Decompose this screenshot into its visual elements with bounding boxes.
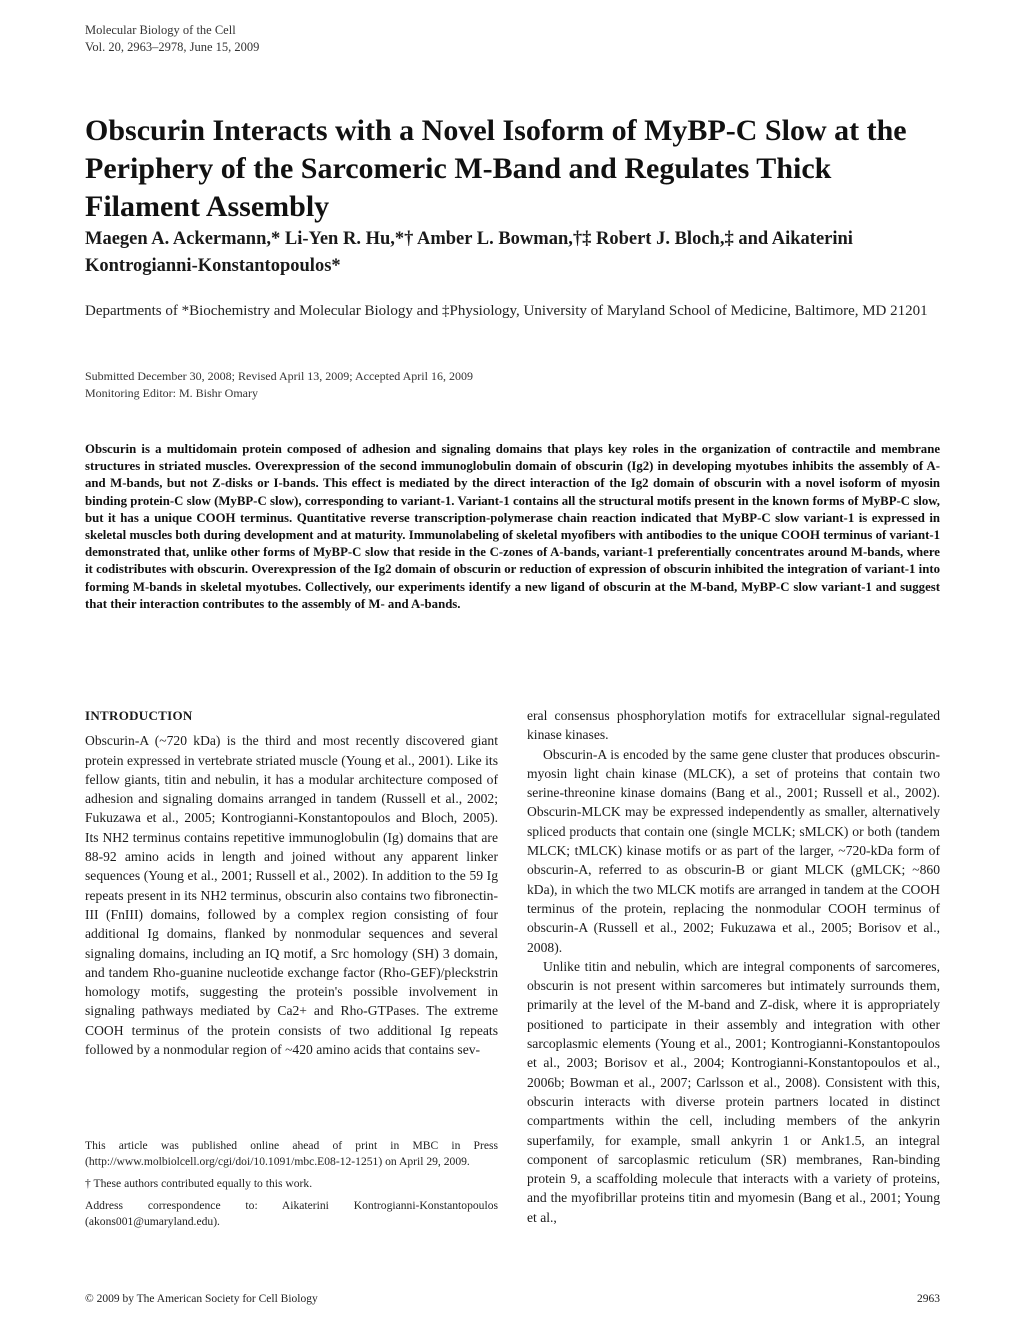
intro-paragraph-2: Obscurin-A is encoded by the same gene cluster that produces obscurin-myosin light chain kinase (MLCK), a set of proteins that contain two serine-threonine kinase domains (Bang et al., 2001; Russell et al., 2002). Obscurin-MLCK may be expressed independently as smaller, alternatively spliced products that contain one (single MCLK; sMLCK) or both (tandem MLCK; tMLCK) kinase motifs or as part of the larger, ~720-kDa form of obscurin-A, referred to as obscurin-B or giant MLCK (gMLCK; ~860 kDa), in which the two MLCK motifs are arranged in tandem at the COOH terminus of the protein, replacing the nonmodular COOH terminus of obscurin-A (Russell et al., 2002; Fukuzawa et al., 2005; Borisov et al., 2008). bbox=[527, 746, 940, 955]
monitoring-editor: Monitoring Editor: M. Bishr Omary bbox=[85, 386, 258, 400]
affiliation: Departments of *Biochemistry and Molecular Biology and ‡Physiology, University of Maryland School of Medicine, Baltimore, MD 21201 bbox=[85, 303, 928, 319]
author-list: Maegen A. Ackermann,* Li-Yen R. Hu,*† Amber L. Bowman,†‡ Robert J. Bloch,‡ and Aikaterini Kontrogianni-Konstantopoulos* bbox=[85, 229, 853, 276]
correspondence-note: Address correspondence to: Aikaterini Kontrogianni-Konstantopoulos (akons001@umaryland.edu). bbox=[85, 1199, 498, 1228]
article-title: Obscurin Interacts with a Novel Isoform of MyBP-C Slow at the Periphery of the Sarcomeric M-Band and Regulates Thick Filament Assembly bbox=[85, 114, 907, 223]
left-column bbox=[85, 706, 498, 1059]
journal-header bbox=[85, 22, 259, 56]
submission-info bbox=[85, 368, 945, 402]
page-number: 2963 bbox=[917, 1293, 940, 1305]
copyright: © 2009 by The American Society for Cell Biology bbox=[85, 1293, 318, 1305]
intro-paragraph-1: Obscurin-A (~720 kDa) is the third and most recently discovered giant protein expressed in vertebrate striated muscle (Young et al., 2001). Like its fellow giants, titin and nebulin, it has a modular architecture composed of adhesion and signaling domains arranged in tandem (Russell et al., 2002; Fukuzawa et al., 2005; Kontrogianni-Konstantopoulos and Bloch, 2005). Its NH2 terminus contains repetitive immunoglobulin (Ig) domains that are 88-92 amino acids in length and joined without any apparent linker sequences (Young et al., 2001; Russell et al., 2002). In addition to the 59 Ig repeats present in its NH2 terminus, obscurin also contains two fibronectin-III (FnIII) domains, followed by a complex region consisting of four additional Ig domains, flanked by nonmodular sequences and several signaling domains, including an IQ motif, a Src homology (SH) 3 domain, and tandem Rho-guanine nucleotide exchange factor (Rho-GEF)/pleckstrin homology motifs, suggesting the protein's possible involvement in signaling pathways mediated by Ca2+ and Rho-GTPases. The extreme COOH terminus of the protein consists of two additional Ig repeats followed by a nonmodular region of ~420 amino acids that contains sev- bbox=[85, 733, 498, 1058]
equal-contribution-note: † These authors contributed equally to this work. bbox=[85, 1177, 313, 1190]
section-heading: INTRODUCTION bbox=[85, 708, 193, 723]
intro-paragraph-cont: eral consensus phosphorylation motifs for extracellular signal-regulated kinase kinases. bbox=[527, 708, 940, 743]
abstract: Obscurin is a multidomain protein composed of adhesion and signaling domains that plays key roles in the organization of contractile and membrane structures in striated muscles. Overexpression of the second immunoglobulin domain of obscurin (Ig2) in developing myotubes inhibits the assembly of A- and M-bands, but not Z-disks or I-bands. This effect is mediated by the direct interaction of the Ig2 domain of obscurin with a novel isoform of myosin binding protein-C slow (MyBP-C slow), corresponding to variant-1. Variant-1 contains all the structural motifs present in the known forms of MyBP-C slow, but it has a unique COOH terminus. Quantitative reverse transcription-polymerase chain reaction indicated that MyBP-C slow variant-1 is expressed in skeletal muscles both during development and at maturity. Immunolabeling of skeletal myofibers with antibodies to the unique COOH terminus of variant-1 demonstrated that, unlike other forms of MyBP-C slow that reside in the C-zones of A-bands, variant-1 preferentially concentrates around M-bands, where it codistributes with obscurin. Overexpression of the Ig2 domain of obscurin or reduction of expression of obscurin inhibited the integration of variant-1 into forming M-bands in skeletal myotubes. Collectively, our experiments identify a new ligand of obscurin at the M-band, MyBP-C slow variant-1 and suggest that their interaction contributes to the assembly of M- and A-bands. bbox=[85, 442, 940, 611]
right-column bbox=[527, 706, 940, 1227]
intro-paragraph-3: Unlike titin and nebulin, which are integral components of sarcomeres, obscurin is not present within sarcomeres but intimately surrounds them, primarily at the level of the M-band and Z-disk, where it is appropriately positioned to participate in their assembly and integration with other sarcoplasmic elements (Young et al., 2001; Kontrogianni-Konstantopoulos et al., 2003; Borisov et al., 2004; Kontrogianni-Konstantopoulos et al., 2006b; Bowman et al., 2007; Carlsson et al., 2008). Consistent with this, obscurin interacts with diverse protein partners located in distinct compartments within the cell, including members of the ankyrin superfamily, for example, small ankyrin 1 or Ank1.5, an integral component of sarcoplasmic reticulum (SR) membranes, Ran-binding protein 9, a scaffolding molecule that interacts with a variety of proteins, and the myofibrillar proteins titin and myomesin (Bang et al., 2001; Young et al., bbox=[527, 958, 940, 1225]
journal-name: Molecular Biology of the Cell bbox=[85, 23, 236, 37]
journal-volume: Vol. 20, 2963–2978, June 15, 2009 bbox=[85, 40, 260, 54]
online-note: This article was published online ahead of print in MBC in Press (http://www.molbiolcell.org/cgi/doi/10.1091/mbc.E08-12-1251) on April 29, 2009. bbox=[85, 1139, 498, 1168]
footnotes bbox=[85, 1138, 498, 1236]
submission-dates: Submitted December 30, 2008; Revised April 13, 2009; Accepted April 16, 2009 bbox=[85, 369, 473, 383]
